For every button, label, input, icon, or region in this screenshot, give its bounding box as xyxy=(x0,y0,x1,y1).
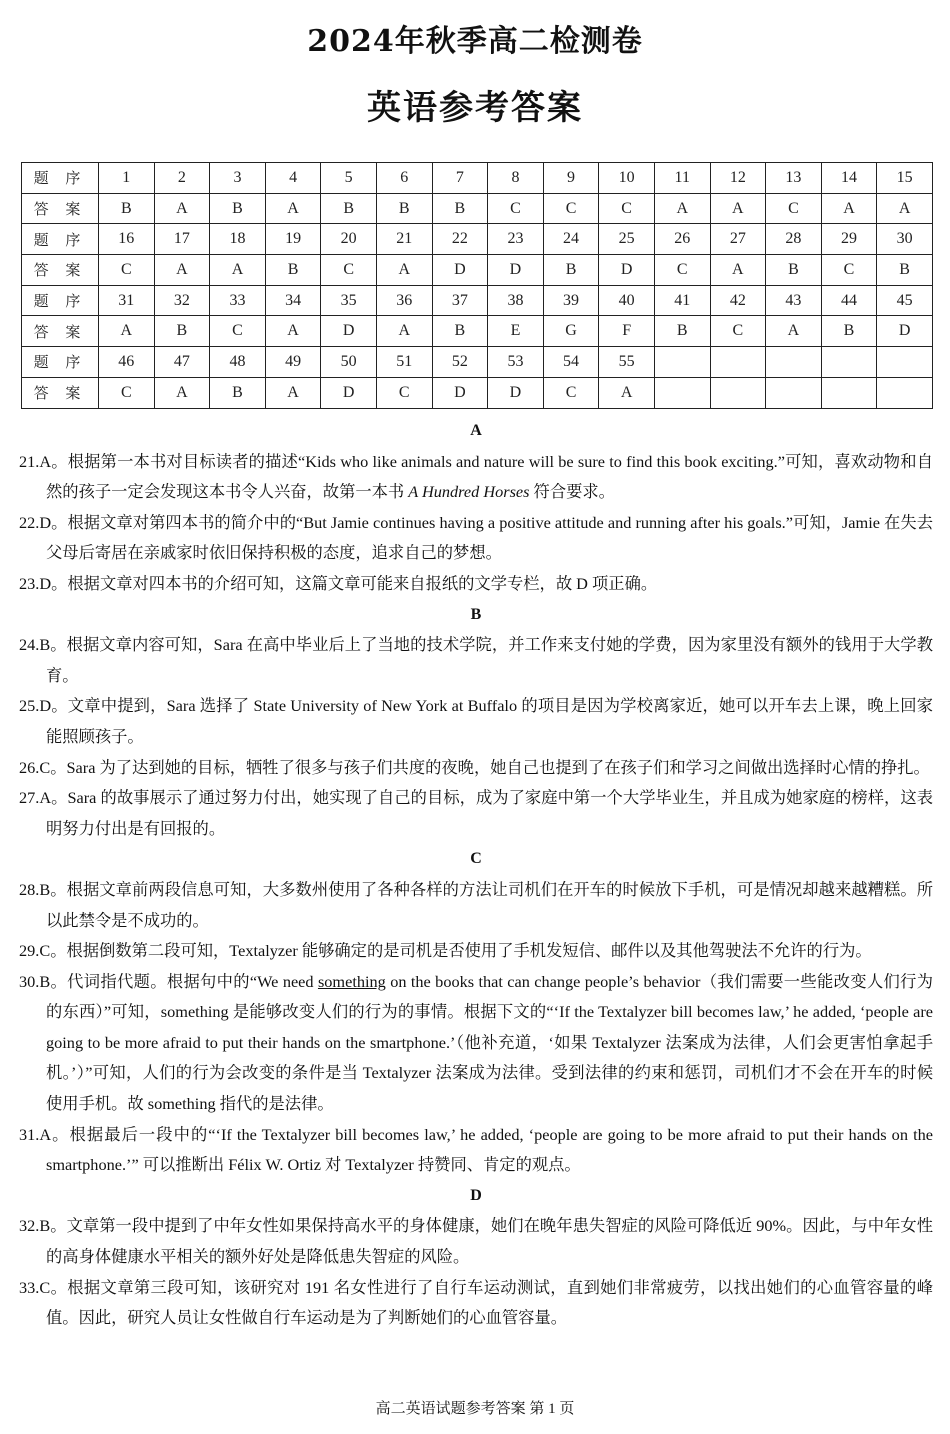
answer-label: 答 案 xyxy=(22,255,99,286)
answer-cell: D xyxy=(599,255,655,286)
explanation-text: 26.C。Sara 为了达到她的目标，牺牲了很多与孩子们共度的夜晚，她自己也提到了在孩子们和学习之间做出选择时心情的挣扎。 xyxy=(19,757,930,777)
answer-cell: A xyxy=(654,193,710,224)
number-label: 题 序 xyxy=(22,285,99,316)
answer-cell: B xyxy=(766,255,822,286)
question-number-cell: 5 xyxy=(321,163,377,194)
question-number-cell: 45 xyxy=(877,285,933,316)
underlined-word: something xyxy=(317,971,386,991)
answer-cell: C xyxy=(210,316,266,347)
question-number-cell: 32 xyxy=(154,285,210,316)
answer-label: 答 案 xyxy=(22,316,99,347)
answer-cell: C xyxy=(99,255,155,286)
question-number-cell: 26 xyxy=(654,224,710,255)
question-number-cell: 11 xyxy=(654,163,710,194)
answer-cell: B xyxy=(265,255,321,286)
question-number-cell: 1 xyxy=(99,163,155,194)
explanation-item xyxy=(19,1120,933,1181)
answer-cell: C xyxy=(543,377,599,408)
answer-row xyxy=(22,377,933,408)
explanation-text: 25.D。文章中提到，Sara 选择了 State University of New York at Buffalo 的项目是因为学校离家近，她可以开车去上课，晚上回家能照顾孩子。 xyxy=(19,696,933,746)
question-number-cell: 14 xyxy=(821,163,877,194)
question-number-cell: 9 xyxy=(543,163,599,194)
answer-cell xyxy=(710,377,766,408)
question-number-cell: 36 xyxy=(376,285,432,316)
question-number-cell: 30 xyxy=(877,224,933,255)
number-label: 题 序 xyxy=(22,224,99,255)
answer-cell: C xyxy=(821,255,877,286)
question-number-cell: 3 xyxy=(210,163,266,194)
answer-cell: A xyxy=(710,193,766,224)
answer-cell: B xyxy=(877,255,933,286)
explanation-text: 22.D。根据文章对第四本书的简介中的“But Jamie continues having a positive attitude and running after his goals.”可知，Jamie 在失去父母后寄居在亲戚家时依旧保持积极的态度，追求自己的梦想。 xyxy=(19,512,933,563)
question-number-cell: 12 xyxy=(710,163,766,194)
answer-cell: D xyxy=(321,377,377,408)
question-number-cell: 37 xyxy=(432,285,488,316)
answer-cell xyxy=(821,377,877,408)
explanation-text: 30.B。代词指代题。根据句中的“We need xyxy=(19,971,318,991)
explanation-item xyxy=(19,783,933,844)
question-number-cell: 52 xyxy=(432,347,488,378)
answer-row xyxy=(22,316,933,347)
question-number-cell: 21 xyxy=(376,224,432,255)
question-number-cell: 40 xyxy=(599,285,655,316)
answer-cell xyxy=(766,377,822,408)
section-heading: B xyxy=(470,605,482,623)
answer-cell: G xyxy=(543,316,599,347)
answer-cell: C xyxy=(599,193,655,224)
explanation-item xyxy=(19,1211,933,1272)
question-number-cell: 51 xyxy=(376,347,432,378)
answer-cell: C xyxy=(710,316,766,347)
question-number-cell: 39 xyxy=(543,285,599,316)
question-number-cell: 53 xyxy=(488,347,544,378)
question-number-cell: 28 xyxy=(766,224,822,255)
answer-cell: C xyxy=(654,255,710,286)
question-number-cell: 23 xyxy=(488,224,544,255)
answer-cell: B xyxy=(821,316,877,347)
answer-cell xyxy=(654,377,710,408)
question-number-cell: 34 xyxy=(265,285,321,316)
explanation-item xyxy=(19,508,933,569)
explanation-text: 27.A。Sara 的故事展示了通过努力付出，她实现了自己的目标，成为了家庭中第一个大学毕业生，并且成为她家庭的榜样，这表明努力付出是有回报的。 xyxy=(19,788,933,838)
question-number-cell: 19 xyxy=(265,224,321,255)
section-heading: D xyxy=(470,1186,482,1204)
question-number-cell: 20 xyxy=(321,224,377,255)
question-number-cell: 38 xyxy=(488,285,544,316)
answer-cell: A xyxy=(265,316,321,347)
question-number-row xyxy=(22,347,933,378)
explanation-text: 23.D。根据文章对四本书的介绍可知，这篇文章可能来自报纸的文学专栏，故 D 项正确。 xyxy=(19,573,658,593)
question-number-cell xyxy=(710,347,766,378)
answer-cell: B xyxy=(543,255,599,286)
question-number-cell: 2 xyxy=(154,163,210,194)
question-number-cell: 18 xyxy=(210,224,266,255)
answer-label: 答 案 xyxy=(22,377,99,408)
page-footer: 高二英语试题参考答案 第 1 页 xyxy=(375,1401,575,1417)
answer-cell: A xyxy=(599,377,655,408)
question-number-row xyxy=(22,285,933,316)
explanation-text: 31.A。根据最后一段中的“‘If the Textalyzer bill becomes law,’ he added, ‘people are going to be more afraid to put their hands on the smartphone.’” 可以推断出 Félix W. Ortiz 对 Textalyzer 持赞同、肯定的观点。 xyxy=(19,1124,933,1175)
answer-cell: A xyxy=(710,255,766,286)
question-number-cell: 31 xyxy=(99,285,155,316)
question-number-cell xyxy=(654,347,710,378)
explanation-text: 28.B。根据文章前两段信息可知，大多数州使用了各种各样的方法让司机们在开车的时候放下手机，可是情况却越来越糟糕。所以此禁令是不成功的。 xyxy=(19,879,933,930)
question-number-cell: 15 xyxy=(877,163,933,194)
answer-cell: D xyxy=(488,377,544,408)
answer-cell xyxy=(877,377,933,408)
explanation-item xyxy=(19,875,933,936)
question-number-cell: 29 xyxy=(821,224,877,255)
question-number-cell: 47 xyxy=(154,347,210,378)
explanation-item xyxy=(19,569,933,600)
answer-cell: A xyxy=(376,255,432,286)
exam-title: 2024年秋季高二检测卷 xyxy=(307,24,643,59)
question-number-cell: 42 xyxy=(710,285,766,316)
question-number-cell: 13 xyxy=(766,163,822,194)
question-number-cell: 44 xyxy=(821,285,877,316)
answer-cell: A xyxy=(154,255,210,286)
answer-row xyxy=(22,193,933,224)
answer-cell: A xyxy=(877,193,933,224)
question-number-cell xyxy=(766,347,822,378)
question-number-cell: 16 xyxy=(99,224,155,255)
question-number-cell: 55 xyxy=(599,347,655,378)
answer-cell: B xyxy=(154,316,210,347)
explanation-text: 32.B。文章第一段中提到了中年女性如果保持高水平的身体健康，她们在晚年患失智症的风险可降低近 90%。因此，与中年女性的高身体健康水平相关的额外好处是降低患失智症的风险。 xyxy=(19,1216,933,1267)
answer-cell: B xyxy=(432,316,488,347)
answer-cell: A xyxy=(376,316,432,347)
explanation-text: 29.C。根据倒数第二段可知，Textalyzer 能够确定的是司机是否使用了手机发短信、邮件以及其他驾驶法不允许的行为。 xyxy=(19,941,872,961)
question-number-cell: 8 xyxy=(488,163,544,194)
explanation-text: 24.B。根据文章内容可知，Sara 在高中毕业后上了当地的技术学院，并工作来支付她的学费，因为家里没有额外的钱用于大学教育。 xyxy=(19,635,933,685)
answer-cell: C xyxy=(376,377,432,408)
explanation-item xyxy=(19,1273,933,1334)
answer-cell: B xyxy=(376,193,432,224)
question-number-cell: 24 xyxy=(543,224,599,255)
question-number-cell: 43 xyxy=(766,285,822,316)
question-number-cell: 4 xyxy=(265,163,321,194)
answer-cell: A xyxy=(821,193,877,224)
section-heading: A xyxy=(470,422,482,439)
answer-cell: D xyxy=(488,255,544,286)
question-number-cell: 25 xyxy=(599,224,655,255)
section-heading: C xyxy=(470,850,482,868)
answer-cell: C xyxy=(766,193,822,224)
question-number-cell: 49 xyxy=(265,347,321,378)
answer-cell: A xyxy=(99,316,155,347)
explanation-item xyxy=(19,967,933,1120)
question-number-row xyxy=(22,163,933,194)
answer-cell: C xyxy=(488,193,544,224)
answer-cell: C xyxy=(321,255,377,286)
answer-cell: D xyxy=(432,377,488,408)
answer-cell: A xyxy=(210,255,266,286)
answer-label: 答 案 xyxy=(22,193,99,224)
explanation-item xyxy=(19,691,933,752)
question-number-cell: 10 xyxy=(599,163,655,194)
question-number-cell: 22 xyxy=(432,224,488,255)
question-number-cell: 41 xyxy=(654,285,710,316)
answer-cell: B xyxy=(210,193,266,224)
question-number-cell xyxy=(821,347,877,378)
explanation-text: on the books that can change people’s behavior（我们需要一些能改变人们行为的东西）”可知，something 是能够改变人们的行为的事情。根据下文的“‘If the Textalyzer bill becomes law,’ he added, ‘people are going to be more afraid to put their hands on the smartphone.’（他补充道，‘如果 Textalyzer 法案成为法律，人们会更害怕拿起手机。’）”可知，人们的行为会改变的条件是当 Textalyzer 法案成为法律。受到法律的约束和惩罚，司机们才不会在开车的时候使用手机。故 something 指代的是法律。 xyxy=(46,971,933,1114)
answer-cell: A xyxy=(154,193,210,224)
number-label: 题 序 xyxy=(22,163,99,194)
book-title: A Hundred Horses xyxy=(408,482,530,502)
question-number-cell: 27 xyxy=(710,224,766,255)
answer-cell: B xyxy=(321,193,377,224)
answer-cell: D xyxy=(877,316,933,347)
question-number-cell: 17 xyxy=(154,224,210,255)
question-number-cell: 33 xyxy=(210,285,266,316)
answer-cell: B xyxy=(99,193,155,224)
question-number-cell xyxy=(877,347,933,378)
explanation-item xyxy=(19,630,933,691)
answer-cell: A xyxy=(154,377,210,408)
question-number-cell: 48 xyxy=(210,347,266,378)
explanation-item xyxy=(19,447,933,508)
page-subtitle: 英语参考答案 xyxy=(367,88,583,128)
explanation-text: 符合要求。 xyxy=(529,482,615,502)
answer-cell: A xyxy=(265,377,321,408)
answer-cell: B xyxy=(210,377,266,408)
answer-row xyxy=(22,255,933,286)
answer-cell: D xyxy=(432,255,488,286)
answer-cell: F xyxy=(599,316,655,347)
answer-cell: A xyxy=(766,316,822,347)
explanation-item xyxy=(19,753,933,784)
answer-cell: C xyxy=(99,377,155,408)
answer-cell: B xyxy=(654,316,710,347)
answer-cell: A xyxy=(265,193,321,224)
explanation-text: 21.A。根据第一本书对目标读者的描述“Kids who like animals and nature will be sure to find this book exciting.”可知，喜欢动物和自然的孩子一定会发现这本书令人兴奋，故第一本书 xyxy=(19,451,933,502)
answer-table xyxy=(21,162,933,409)
question-number-cell: 6 xyxy=(376,163,432,194)
explanation-item xyxy=(19,936,933,967)
question-number-cell: 7 xyxy=(432,163,488,194)
number-label: 题 序 xyxy=(22,347,99,378)
answer-cell: B xyxy=(432,193,488,224)
explanations xyxy=(19,416,933,1334)
answer-cell: D xyxy=(321,316,377,347)
question-number-cell: 50 xyxy=(321,347,377,378)
answer-cell: E xyxy=(488,316,544,347)
question-number-cell: 35 xyxy=(321,285,377,316)
question-number-row xyxy=(22,224,933,255)
answer-cell: C xyxy=(543,193,599,224)
question-number-cell: 46 xyxy=(99,347,155,378)
question-number-cell: 54 xyxy=(543,347,599,378)
explanation-text: 33.C。根据文章第三段可知，该研究对 191 名女性进行了自行车运动测试，直到她们非常疲劳，以找出她们的心血管容量的峰值。因此，研究人员让女性做自行车运动是为了判断她们的心血管容量。 xyxy=(19,1277,933,1328)
